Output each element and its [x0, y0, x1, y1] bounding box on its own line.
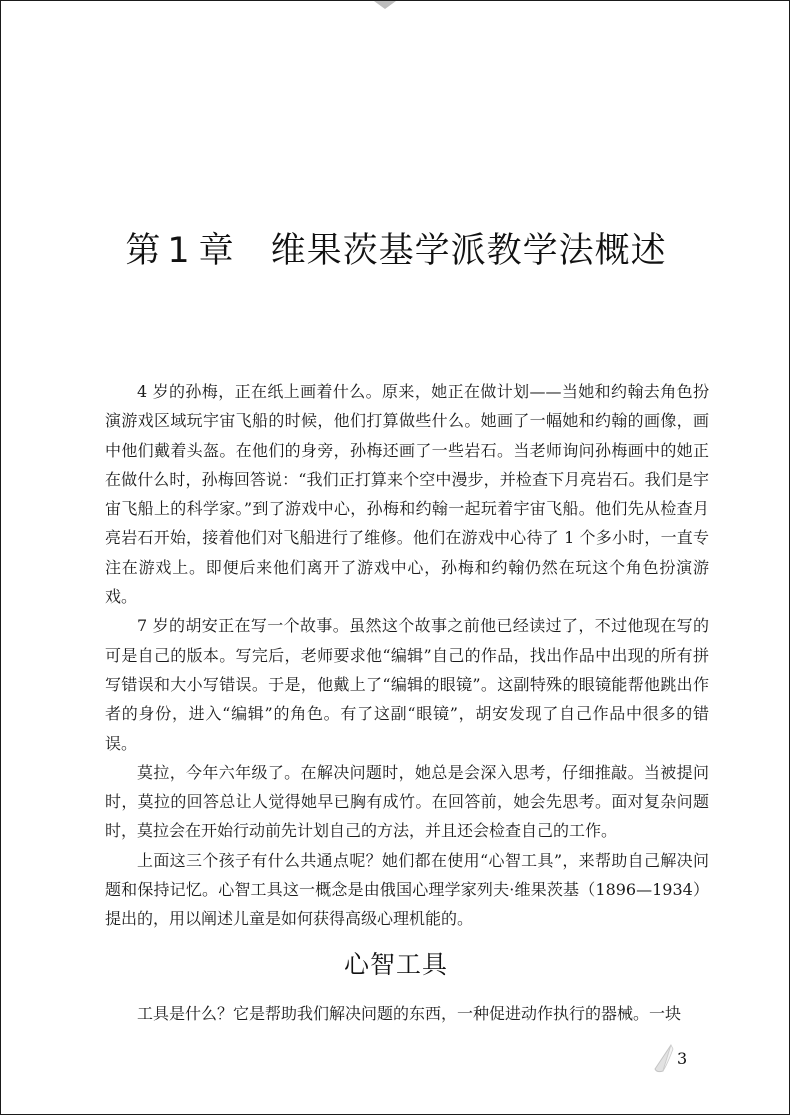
- section-first-line: 工具是什么？它是帮助我们解决问题的东西，一种促进动作执行的器械。一块: [137, 1004, 682, 1023]
- paragraph-4: 上面这三个孩子有什么共通点呢？她们都在使用“心智工具”，来帮助自己解决问题和保持记忆。心智工具这一概念是由俄国心理学家列夫·维果茨基（1896—1934）提出的，用以阐述儿童是如何获得高级心理机能的。: [105, 850, 709, 929]
- chapter-prefix: 第: [125, 231, 162, 271]
- page-curl-icon: [651, 1043, 675, 1075]
- chapter-suffix: 章: [198, 231, 235, 271]
- paragraph-3: 莫拉，今年六年级了。在解决问题时，她总是会深入思考，仔细推敲。当被提问时，莫拉的回答总让人觉得她早已胸有成竹。在回答前，她会先思考。面对复杂问题时，莫拉会在开始行动前先计划自己的方法，并且还会检查自己的工作。: [105, 762, 709, 841]
- page-number: 3: [677, 1049, 688, 1068]
- paragraph-1: 4 岁的孙梅，正在纸上画着什么。原来，她正在做计划——当她和约翰去角色扮演游戏区域玩宇宙飞船的时候，他们打算做些什么。她画了一幅她和约翰的画像，画中他们戴着头盔。在他们的身旁，孙梅还画了一些岩石。当老师询问孙梅画中的她正在做什么时，孙梅回答说：“我们正打算来个空中漫步，并检查下月亮岩石。我们是宇宙飞船上的科学家。”到了游戏中心，孙梅和约翰一起玩着宇宙飞船。他们先从检查月亮岩石开始，接着他们对飞船进行了维修。他们在游戏中心待了 1 个多小时，一直专注在游戏上。即便后来他们离开了游戏中心，孙梅和约翰仍然在玩这个角色扮演游戏。: [105, 382, 709, 607]
- section-title: 心智工具: [343, 950, 448, 979]
- body-text: [105, 377, 709, 934]
- paragraph-2: 7 岁的胡安正在写一个故事。虽然这个故事之前他已经读过了，不过他现在写的可是自己的版本。写完后，老师要求他“编辑”自己的作品，找出作品中出现的所有拼写错误和大小写错误。于是，他戴上了“编辑的眼镜”。这副特殊的眼镜能帮他跳出作者的身份，进入“编辑”的角色。有了这副“眼镜”，胡安发现了自己作品中很多的错误。: [105, 616, 709, 753]
- chapter-number: 1: [167, 231, 191, 271]
- chapter-title: [1, 223, 790, 279]
- chapter-name: 维果茨基学派教学法概述: [270, 231, 667, 271]
- top-center-mark: [374, 1, 396, 9]
